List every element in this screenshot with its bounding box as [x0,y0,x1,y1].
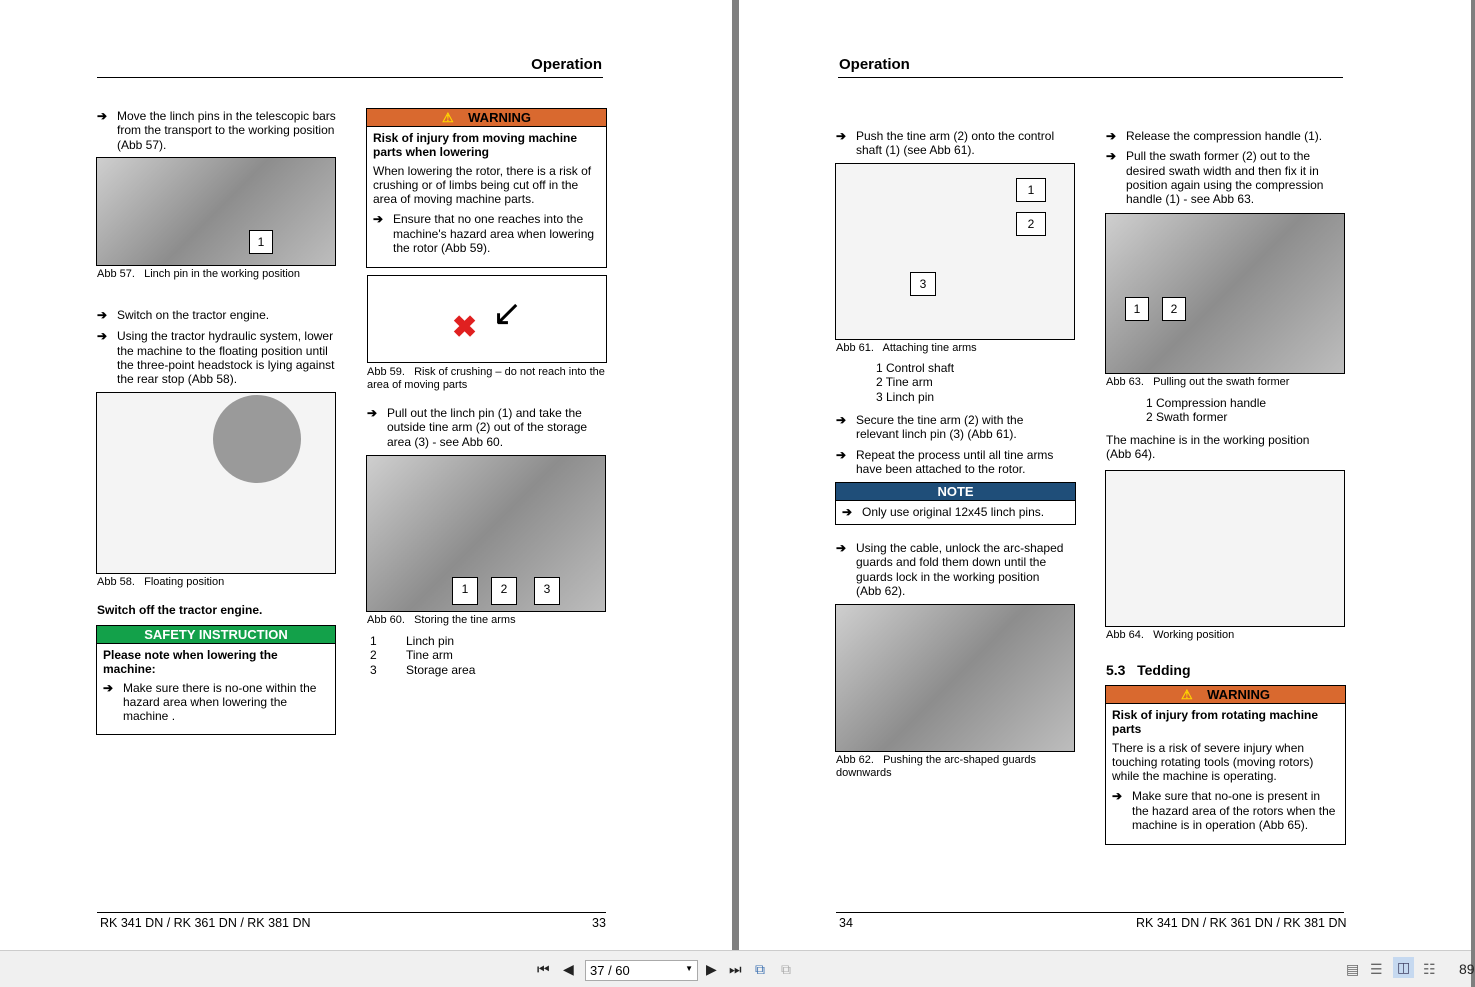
callout: 1 [452,577,478,605]
step-text: Repeat the process until all tine arms have been attached to the rotor. [856,447,1054,476]
page-number: 33 [592,916,606,930]
arrow-icon: ➔ [103,680,114,695]
callout: 3 [910,272,936,296]
arrow-icon: ↙ [492,292,523,333]
arrow-icon: ➔ [1106,149,1117,164]
crush-hazard-icon: ✖ [452,311,478,344]
callout: 1 [1125,297,1149,321]
continuous-view-icon[interactable]: ☰ [1370,961,1383,977]
arrow-icon: ➔ [842,505,853,519]
step-text: Pull the swath former (2) out to the desired swath width and then fix it in position again using the compression handle (1) - see Abb 63. [1126,149,1324,207]
note-bullet: Only use original 12x45 linch pins. [862,505,1045,519]
warning-header: ⚠ WARNING [1106,686,1345,704]
arrow-icon: ➔ [1106,129,1117,143]
warning-bullet: Make sure that no-one is present in the hazard area of the rotors when the machine is in operation (Abb 65). [1132,789,1336,833]
arrow-icon: ➔ [836,129,847,143]
page-number-field[interactable]: 37 / 60 ▼ [585,960,698,981]
pdf-page-33 [0,0,732,950]
header-rule [97,77,603,78]
arrow-icon: ➔ [836,447,847,462]
chevron-down-icon[interactable]: ▼ [685,964,693,973]
arrow-icon: ➔ [97,329,108,344]
figure-63-legend: 1 Compression handle 2 Swath former [1146,396,1267,425]
zoom-level[interactable]: 89 [1459,961,1475,977]
figure-63-caption: Abb 63. Pulling out the swath former [1106,376,1290,388]
single-page-view-icon[interactable]: ▤ [1346,961,1360,977]
arrow-icon: ➔ [836,541,847,555]
warning-lead: Risk of injury from moving machine parts when lowering [373,131,578,160]
callout: 2 [1162,297,1186,321]
warning-lead: Risk of injury from rotating machine parts [1112,708,1319,737]
previous-page-button[interactable]: ◀ [563,961,574,977]
figure-61-caption: Abb 61. Attaching tine arms [836,342,977,354]
warning-header: ⚠ WARNING [367,109,606,127]
figure-61-legend: 1 Control shaft 2 Tine arm 3 Linch pin [876,361,955,404]
instruction-text: Switch off the tractor engine. [97,603,263,617]
safety-lead: Please note when lowering the machine: [103,648,278,677]
step-text: Switch on the tractor engine. [117,308,270,322]
figure-59-image [367,275,607,363]
warning-text: There is a risk of severe injury when touching rotating tools (moving rotors) while the machine is operating. [1112,740,1314,784]
figure-58-image [96,392,336,574]
note-box [835,482,1076,525]
pdf-page-34 [739,0,1471,950]
arrow-icon: ➔ [836,413,847,427]
continuous-facing-view-icon[interactable]: ☷ [1423,961,1436,977]
footer-rule [97,912,606,913]
figure-64-caption: Abb 64. Working position [1106,629,1235,641]
header-rule [838,77,1343,78]
step-text: Using the tractor hydraulic system, lower the machine to the floating position until the three-point headstock is lying against the rear stop (Abb 58). [117,329,335,387]
callout: 1 [249,230,273,254]
safety-title: SAFETY INSTRUCTION [97,626,335,644]
figure-60-legend: 1 Linch pin 2 Tine arm 3 Storage area [370,634,476,677]
section-heading: 5.3 Tedding [1106,662,1191,678]
figure-64-image [1105,470,1345,627]
figure-59-caption: Abb 59. Risk of crushing – do not reach into the area of moving parts [367,366,605,391]
previous-view-icon[interactable]: ⧉ [755,961,765,977]
warning-bullet: Ensure that no one reaches into the machine's hazard area when lowering the rotor (Abb 59). [393,212,595,256]
footer-model: RK 341 DN / RK 361 DN / RK 381 DN [100,916,311,930]
arrow-icon: ➔ [1112,789,1123,804]
figure-61-image [835,163,1075,340]
figure-58-caption: Abb 58. Floating position [97,576,225,588]
warning-triangle-icon: ⚠ [442,110,454,125]
figure-60-image [366,455,606,612]
footer-model: RK 341 DN / RK 361 DN / RK 381 DN [1136,916,1347,930]
figure-60-caption: Abb 60. Storing the tine arms [367,614,516,626]
step-text: Push the tine arm (2) onto the control shaft (1) (see Abb 61). [856,129,1055,158]
footer-rule [836,912,1344,913]
warning-triangle-icon: ⚠ [1181,687,1193,702]
safety-instruction-box [96,625,336,735]
figure-57-caption: Abb 57. Linch pin in the working position [97,268,301,280]
step-text: Using the cable, unlock the arc-shaped guards and fold them down until the guards lock in the working position (Abb 62). [856,541,1064,598]
next-view-icon[interactable]: ⧉ [781,961,791,977]
callout: 1 [1016,178,1046,202]
callout: 2 [491,577,517,605]
step-text: Pull out the linch pin (1) and take the outside tine arm (2) out of the storage area (3) - see Abb 60. [387,406,588,449]
warning-text: When lowering the rotor, there is a risk of crushing or of limbs being cut off in the area of moving machine parts. [373,163,592,207]
next-page-button[interactable]: ▶ [706,961,717,977]
step-text: Move the linch pins in the telescopic bars from the transport to the working position (Abb 57). [117,109,336,152]
figure-62-caption: Abb 62. Pushing the arc-shaped guards downwards [836,754,1036,779]
pdf-toolbar [0,950,1475,987]
figure-63-image [1105,213,1345,374]
arrow-icon: ➔ [97,308,108,322]
safety-bullet: Make sure there is no-one within the hazard area when lowering the machine . [123,680,317,724]
note-title: NOTE [836,483,1075,501]
warning-box [366,108,607,268]
warning-box [1105,685,1346,845]
paragraph: The machine is in the working position (Abb 64). [1106,433,1310,462]
step-text: Release the compression handle (1). [1126,129,1323,143]
arrow-icon: ➔ [367,406,378,420]
callout: 2 [1016,212,1046,236]
facing-pages-view-icon[interactable]: ◫ [1393,957,1414,978]
page-header: Operation [531,56,602,73]
last-page-button[interactable]: ⏭ [729,961,742,977]
callout: 3 [534,577,560,605]
first-page-button[interactable]: ⏮ [537,961,550,977]
step-text: Secure the tine arm (2) with the relevant linch pin (3) (Abb 61). [856,413,1024,442]
figure-62-image [835,604,1075,752]
figure-57-image [96,157,336,266]
page-header: Operation [839,56,910,73]
arrow-icon: ➔ [373,212,384,227]
page-number: 34 [839,916,853,930]
arrow-icon: ➔ [97,109,108,123]
